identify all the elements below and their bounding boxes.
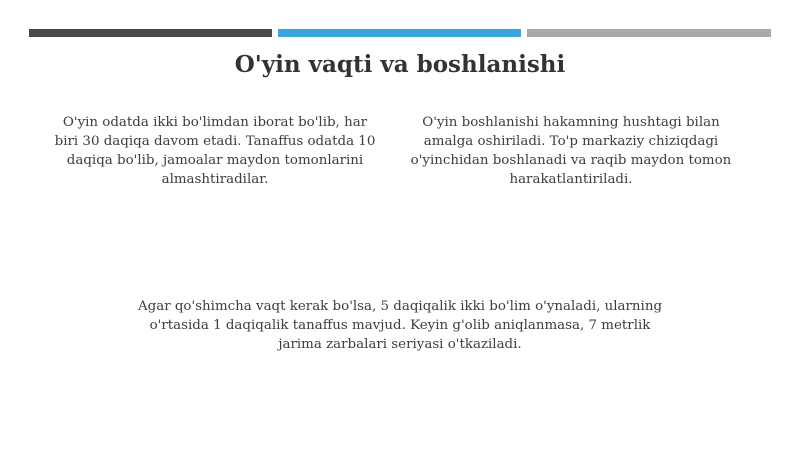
slide-title: O'yin vaqti va boshlanishi bbox=[234, 51, 566, 78]
bottom-paragraph: Agar qo'shimcha vaqt kerak bo'lsa, 5 daqiqalik ikki bo'lim o'ynaladi, ularning o'rtasida 1 daqiqalik tanaffus mavjud. Keyin g'olib aniqlanmasa, 7 metrlik jarima zarbalari seriyasi o'tkaziladi. bbox=[137, 299, 663, 352]
right-paragraph: O'yin boshlanishi hakamning hushtagi bilan amalga oshiriladi. To'p markaziy chiziqdagi o'yinchidan boshlanadi va raqib maydon tomon harakatlantiriladi. bbox=[410, 115, 732, 187]
header-bar-gray bbox=[527, 29, 771, 37]
header-bar-dark bbox=[29, 29, 272, 37]
header-bar-blue bbox=[278, 29, 521, 37]
left-paragraph: O'yin odatda ikki bo'limdan iborat bo'lib, har biri 30 daqiqa davom etadi. Tanaffus odatda 10 daqiqa bo'lib, jamoalar maydon tomonlarini almashtiradilar. bbox=[54, 115, 376, 187]
